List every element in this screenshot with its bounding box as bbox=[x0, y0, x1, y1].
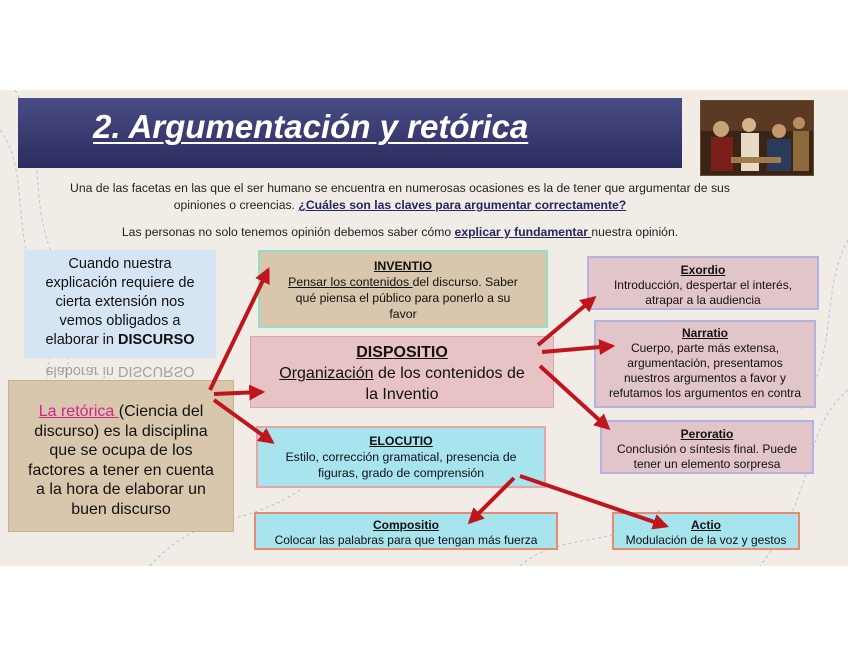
narratio-line-4: refutamos los argumentos en contra bbox=[608, 386, 802, 400]
narratio-title: Narratio bbox=[681, 326, 728, 340]
slide bbox=[0, 90, 848, 566]
peroratio-line-1: Conclusión o síntesis final. Puede bbox=[616, 442, 798, 456]
intro-paragraph bbox=[0, 180, 800, 214]
slide-title: 2. Argumentación y retórica bbox=[93, 108, 529, 145]
intro-line-1: Una de las facetas en las que el ser humano se encuentra en numerosas ocasiones es la de tener que argumentar de sus bbox=[70, 181, 730, 195]
title-bar bbox=[18, 98, 682, 168]
compositio-title: Compositio bbox=[373, 518, 439, 532]
opinion-post: nuestra opinión. bbox=[591, 225, 679, 239]
dispositio-box bbox=[250, 336, 554, 408]
narratio-box bbox=[594, 320, 816, 408]
retorica-line-5: a la hora de elaborar un bbox=[36, 481, 206, 498]
inventio-line-3: favor bbox=[389, 307, 417, 321]
actio-title: Actio bbox=[691, 518, 721, 532]
inventio-title: INVENTIO bbox=[373, 259, 433, 273]
inventio-line-1-rest: del discurso. Saber bbox=[412, 275, 518, 289]
discurso-reflection-text: elaborar in DISCURSO bbox=[45, 363, 195, 379]
discurso-reflection bbox=[24, 358, 216, 380]
elocutio-title: ELOCUTIO bbox=[369, 434, 433, 448]
dispositio-line-1-rest: de los contenidos de bbox=[373, 365, 525, 382]
actio-text: Modulación de la voz y gestos bbox=[625, 533, 787, 547]
dispositio-line-2: la Inventio bbox=[365, 386, 439, 403]
discurso-note bbox=[24, 250, 216, 358]
narratio-line-1: Cuerpo, parte más extensa, bbox=[630, 341, 780, 355]
peroratio-title: Peroratio bbox=[680, 427, 734, 441]
discurso-line-3: cierta extensión nos bbox=[55, 294, 185, 310]
discurso-bold: DISCURSO bbox=[118, 332, 195, 348]
discurso-line-4: vemos obligados a bbox=[59, 313, 181, 329]
opinion-bold: explicar y fundamentar bbox=[454, 225, 592, 239]
elocutio-line-1: Estilo, corrección gramatical, presencia de bbox=[285, 450, 517, 464]
exordio-line-1: Introducción, despertar el interés, bbox=[613, 278, 793, 292]
compositio-box bbox=[254, 512, 558, 550]
peroratio-box bbox=[600, 420, 814, 474]
opinion-pre: Las personas no solo tenemos opinión debemos saber cómo bbox=[121, 225, 455, 239]
elocutio-box bbox=[256, 426, 546, 488]
retorica-link[interactable]: La retórica bbox=[38, 403, 119, 420]
opinion-line bbox=[0, 224, 800, 241]
discurso-line-1: Cuando nuestra bbox=[68, 256, 172, 272]
retorica-line-3: que se ocupa de los bbox=[49, 442, 193, 459]
dispositio-line-1-underlined: Organización bbox=[279, 365, 374, 382]
intro-line-2: opiniones o creencias. bbox=[173, 198, 299, 212]
retorica-line-2: discurso) es la disciplina bbox=[34, 422, 208, 440]
narratio-line-3: nuestros argumentos a favor y bbox=[623, 371, 787, 385]
inventio-line-1-underlined: Pensar los contenidos bbox=[288, 275, 413, 289]
narratio-line-2: argumentación, presentamos bbox=[627, 356, 783, 370]
exordio-title: Exordio bbox=[680, 263, 726, 277]
retorica-line-1: (Ciencia del bbox=[118, 403, 204, 420]
exordio-line-2: atrapar a la audiencia bbox=[645, 293, 761, 307]
discurso-line-2: explicación requiere de bbox=[45, 275, 195, 291]
retorica-box bbox=[8, 380, 234, 532]
dispositio-title: DISPOSITIO bbox=[356, 344, 448, 361]
elocutio-line-2: figuras, grado de comprensión bbox=[317, 466, 485, 480]
compositio-text: Colocar las palabras para que tengan más fuerza bbox=[274, 533, 538, 547]
retorica-line-4: factores a tener en cuenta bbox=[28, 461, 214, 479]
retorica-line-6: buen discurso bbox=[71, 500, 171, 518]
intro-question: ¿Cuáles son las claves para argumentar correctamente? bbox=[298, 198, 627, 212]
painting-image bbox=[700, 100, 814, 176]
inventio-box bbox=[258, 250, 548, 328]
exordio-box bbox=[587, 256, 819, 310]
inventio-line-2: qué piensa el público para ponerlo a su bbox=[295, 291, 511, 305]
discurso-line-5: elaborar in bbox=[45, 332, 118, 348]
actio-box bbox=[612, 512, 800, 550]
peroratio-line-2: tener un elemento sorpresa bbox=[633, 457, 781, 471]
